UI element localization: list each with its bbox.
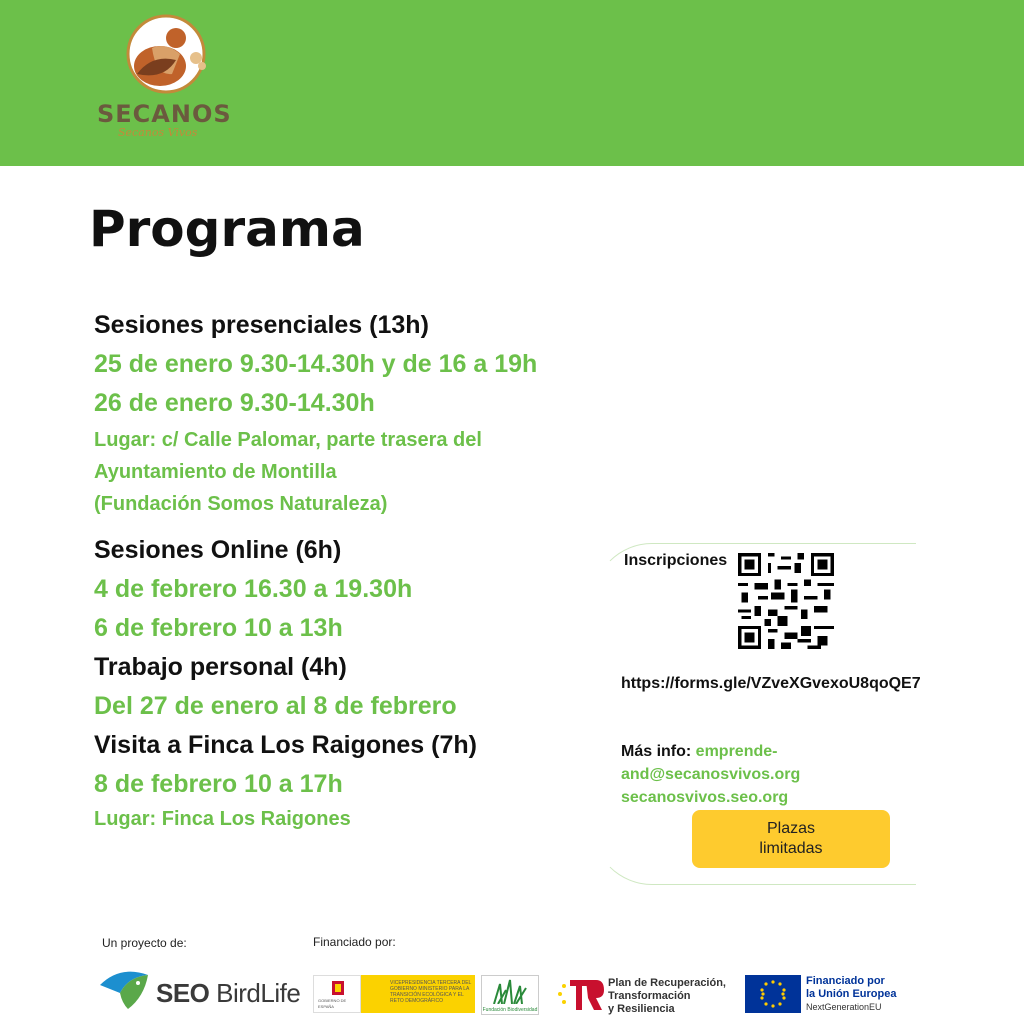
program-line: Visita a Finca Los Raigones (7h) bbox=[94, 731, 477, 759]
eu-line3: NextGenerationEU bbox=[806, 1002, 882, 1012]
logo-text: SECANOS bbox=[97, 100, 232, 128]
seo-bold: SEO bbox=[156, 978, 210, 1008]
project-label: Un proyecto de: bbox=[102, 936, 187, 950]
email-link[interactable]: emprende-and@secanosvivos.org bbox=[621, 743, 801, 783]
grass-icon bbox=[490, 978, 530, 1004]
coat-of-arms-icon bbox=[330, 979, 346, 997]
more-info-label: Más info: bbox=[621, 743, 696, 760]
program-line: 6 de febrero 10 a 13h bbox=[94, 614, 343, 642]
badge-line1: Plazas bbox=[766, 820, 815, 837]
website-link[interactable]: secanosvivos.seo.org bbox=[621, 789, 789, 806]
badge-line2: limitadas bbox=[759, 840, 823, 857]
prtr-text bbox=[608, 977, 726, 1016]
program-line: Lugar: Finca Los Raigones bbox=[94, 808, 351, 830]
prtr-line1: Plan de Recuperación, bbox=[608, 977, 726, 989]
seo-birdlife-text bbox=[156, 978, 300, 1009]
page-title: Programa bbox=[89, 200, 365, 258]
inscriptions-label: Inscripciones bbox=[624, 552, 728, 569]
prtr-line2: Transformación bbox=[608, 990, 691, 1002]
fundacion-text: Fundación Biodiversidad bbox=[482, 1007, 538, 1013]
program-line: 26 de enero 9.30-14.30h bbox=[94, 389, 375, 417]
limited-places-badge[interactable] bbox=[692, 810, 890, 868]
funded-label: Financiado por: bbox=[313, 935, 396, 949]
gob-shield-text: GOBIERNO DE ESPAÑA bbox=[318, 998, 347, 1009]
eu-stars-icon bbox=[745, 975, 801, 1013]
program-line: Sesiones Online (6h) bbox=[94, 536, 342, 564]
logo-subtitle: Secanos Vivos bbox=[118, 126, 198, 139]
seo-light: BirdLife bbox=[216, 978, 301, 1008]
program-line: Sesiones presenciales (13h) bbox=[94, 311, 429, 339]
prtr-line3: y Resiliencia bbox=[608, 1003, 675, 1015]
qr-code-icon[interactable] bbox=[738, 553, 834, 649]
eu-line1: Financiado por bbox=[806, 975, 885, 987]
gob-text: VICEPRESIDENCIA TERCERA DEL GOBIERNO MINISTERIO PARA LA TRANSICIÓN ECOLÓGICA Y EL RETO DEMOGRÁFICO bbox=[390, 980, 472, 1004]
program-line: Ayuntamiento de Montilla bbox=[94, 461, 337, 483]
program-line: Lugar: c/ Calle Palomar, parte trasera del bbox=[94, 429, 482, 451]
program-line: 8 de febrero 10 a 17h bbox=[94, 770, 343, 798]
inscription-url[interactable]: https://forms.gle/VZveXGvexoU8qoQE7 bbox=[621, 675, 921, 692]
program-line: Del 27 de enero al 8 de febrero bbox=[94, 692, 457, 720]
program-line: (Fundación Somos Naturaleza) bbox=[94, 493, 388, 515]
prtr-logo-icon bbox=[556, 976, 606, 1014]
program-line: 25 de enero 9.30-14.30h y de 16 a 19h bbox=[94, 350, 538, 378]
program-line: Trabajo personal (4h) bbox=[94, 653, 347, 681]
program-line: 4 de febrero 16.30 a 19.30h bbox=[94, 575, 413, 603]
eu-text bbox=[806, 975, 896, 1014]
eu-line2: la Unión Europea bbox=[806, 988, 897, 1000]
more-info bbox=[621, 740, 921, 809]
